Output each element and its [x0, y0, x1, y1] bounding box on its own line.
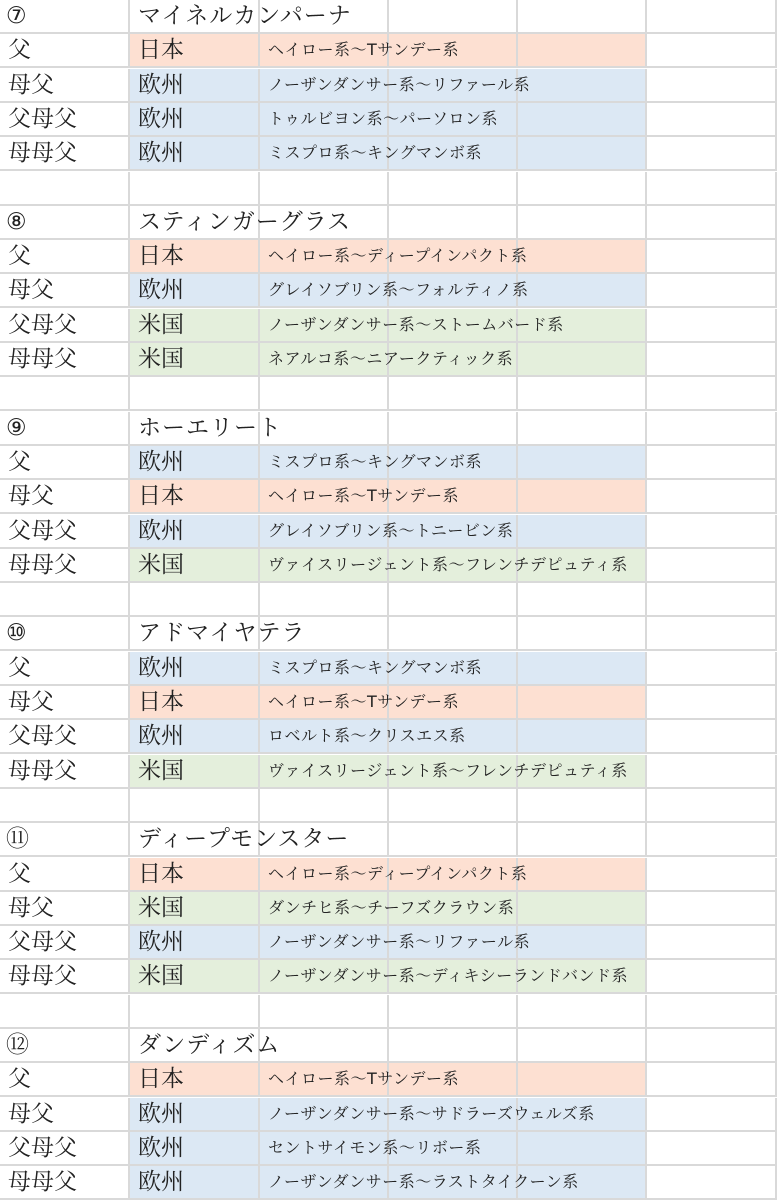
grid-cell[interactable] [260, 172, 389, 206]
grid-cell[interactable] [518, 686, 647, 720]
sire-line-text: ノーザンダンサー系〜ストームバード系 [268, 314, 564, 334]
grid-cell[interactable] [518, 1132, 647, 1166]
blank-row [0, 377, 777, 411]
region-label: 欧州 [138, 517, 184, 544]
sire-line-text: ノーザンダンサー系〜リファール系 [268, 932, 531, 952]
pedigree-row [0, 446, 777, 480]
grid-cell[interactable] [647, 412, 777, 446]
grid-cell[interactable] [647, 0, 777, 34]
region-label: 日本 [138, 1066, 184, 1093]
horse-header-row [0, 823, 777, 857]
grid-cell[interactable] [0, 377, 130, 411]
grid-cell[interactable] [647, 1098, 777, 1132]
grid-cell[interactable] [647, 652, 777, 686]
grid-cell[interactable] [518, 652, 647, 686]
horse-name: ダンディズム [138, 1032, 281, 1058]
pedigree-row [0, 309, 777, 343]
grid-cell[interactable] [518, 1063, 647, 1097]
grid-cell[interactable] [0, 583, 130, 617]
pedigree-row [0, 480, 777, 514]
sire-line-text: ロベルト系〜クリスエス系 [268, 726, 466, 746]
grid-cell[interactable] [518, 823, 647, 857]
pedigree-row [0, 926, 777, 960]
relation-label: 父母父 [8, 311, 77, 338]
pedigree-row [0, 1098, 777, 1132]
relation-label: 父母父 [8, 723, 77, 750]
sire-line-text: ノーザンダンサー系〜サドラーズウェルズ系 [268, 1103, 595, 1123]
relation-label: 母母父 [8, 551, 77, 578]
region-label: 米国 [138, 963, 184, 990]
pedigree-row [0, 960, 777, 994]
grid-cell[interactable] [647, 617, 777, 651]
grid-cell[interactable] [260, 377, 389, 411]
sire-line-text: ミスプロ系〜キングマンボ系 [268, 143, 483, 163]
grid-cell[interactable] [130, 377, 260, 411]
relation-label: 父母父 [8, 105, 77, 132]
grid-cell[interactable] [647, 1166, 777, 1200]
relation-label: 母母父 [8, 346, 77, 372]
relation-label: 父母父 [8, 1134, 77, 1161]
grid-cell[interactable] [389, 377, 518, 411]
sire-line-text: ノーザンダンサー系〜ディキシーランドバンド系 [268, 966, 628, 986]
relation-label: 父母父 [8, 517, 77, 544]
relation-label: 母父 [8, 277, 54, 304]
grid-cell[interactable] [647, 858, 777, 892]
pedigree-row [0, 274, 777, 308]
grid-cell[interactable] [647, 446, 777, 480]
blank-row [0, 789, 777, 823]
grid-cell[interactable] [260, 995, 389, 1029]
relation-label: 母母父 [8, 757, 77, 784]
horse-number: ⑧ [6, 208, 27, 235]
relation-label: 母父 [8, 71, 54, 98]
grid-cell[interactable] [518, 69, 647, 103]
sire-line-text: セントサイモン系〜リボー系 [268, 1137, 482, 1157]
region-label: 欧州 [138, 140, 184, 167]
grid-cell[interactable] [130, 583, 260, 617]
grid-cell[interactable] [518, 720, 647, 754]
grid-cell[interactable] [518, 412, 647, 446]
sire-line-text: ヘイロー系〜ディープインパクト系 [268, 246, 528, 266]
region-label: 欧州 [138, 1100, 184, 1127]
grid-cell[interactable] [518, 617, 647, 651]
pedigree-row [0, 1166, 777, 1200]
grid-cell[interactable] [0, 995, 130, 1029]
relation-label: 父 [8, 37, 31, 64]
grid-cell[interactable] [647, 823, 777, 857]
relation-label: 父 [8, 860, 31, 887]
grid-cell[interactable] [647, 240, 777, 274]
grid-cell[interactable] [647, 1063, 777, 1097]
horse-header-row [0, 412, 777, 446]
pedigree-row [0, 240, 777, 274]
grid-cell[interactable] [647, 137, 777, 171]
pedigree-row [0, 137, 777, 171]
region-label: 欧州 [138, 1134, 184, 1161]
sire-line-text: グレイソブリン系〜フォルティノ系 [268, 280, 529, 300]
sire-line-text: トゥルビヨン系〜パーソロン系 [268, 108, 498, 128]
sire-line-text: グレイソブリン系〜トニービン系 [268, 520, 514, 540]
relation-label: 母母父 [8, 1169, 77, 1196]
horse-name: スティンガーグラス [138, 208, 352, 235]
grid-cell[interactable] [647, 34, 777, 68]
grid-cell[interactable] [518, 377, 647, 411]
region-label: 欧州 [138, 71, 184, 98]
grid-cell[interactable] [130, 789, 260, 823]
grid-cell[interactable] [647, 69, 777, 103]
grid-cell[interactable] [518, 172, 647, 206]
horse-name: ホーエリート [138, 414, 282, 441]
horse-number: ⑦ [6, 3, 27, 29]
region-label: 日本 [138, 243, 184, 270]
blank-row [0, 583, 777, 617]
pedigree-row [0, 103, 777, 137]
pedigree-row [0, 549, 777, 583]
grid-cell[interactable] [0, 789, 130, 823]
grid-cell[interactable] [647, 892, 777, 926]
region-label: 米国 [138, 551, 184, 578]
pedigree-row [0, 858, 777, 892]
region-label: 欧州 [138, 448, 184, 475]
grid-cell[interactable] [130, 172, 260, 206]
grid-cell[interactable] [647, 960, 777, 994]
region-label: 欧州 [138, 929, 184, 956]
relation-label: 父母父 [8, 929, 77, 956]
grid-cell[interactable] [647, 377, 777, 411]
grid-cell[interactable] [647, 789, 777, 823]
region-label: 欧州 [138, 277, 184, 304]
region-label: 米国 [138, 346, 184, 372]
pedigree-row [0, 1063, 777, 1097]
grid-cell[interactable] [518, 1029, 647, 1063]
pedigree-row [0, 755, 777, 789]
grid-cell[interactable] [518, 206, 647, 240]
sire-line-text: ヴァイスリージェント系〜フレンチデピュティ系 [268, 554, 628, 574]
grid-cell[interactable] [389, 412, 518, 446]
grid-cell[interactable] [260, 789, 389, 823]
grid-cell[interactable] [518, 583, 647, 617]
grid-cell[interactable] [518, 926, 647, 960]
horse-header-row [0, 617, 777, 651]
pedigree-row [0, 69, 777, 103]
horse-number: ⑨ [6, 414, 27, 441]
grid-cell[interactable] [647, 1029, 777, 1063]
sire-line-text: ノーザンダンサー系〜リファール系 [268, 74, 531, 94]
horse-name: アドマイヤテラ [138, 620, 306, 647]
grid-cell[interactable] [647, 343, 777, 377]
region-label: 米国 [138, 311, 184, 338]
grid-cell[interactable] [389, 583, 518, 617]
sire-line-text: ネアルコ系〜ニアークティック系 [268, 349, 514, 368]
grid-cell[interactable] [518, 515, 647, 549]
horse-number: ⑪ [6, 826, 29, 853]
pedigree-row [0, 652, 777, 686]
grid-cell[interactable] [647, 686, 777, 720]
region-label: 日本 [138, 689, 184, 715]
sire-line-text: ヘイロー系〜Tサンデー系 [268, 486, 459, 506]
grid-cell[interactable] [518, 343, 647, 377]
relation-label: 母父 [8, 1100, 54, 1127]
grid-cell[interactable] [260, 583, 389, 617]
relation-label: 父 [8, 1066, 31, 1093]
grid-cell[interactable] [647, 549, 777, 583]
grid-cell[interactable] [389, 0, 518, 34]
grid-cell[interactable] [647, 274, 777, 308]
region-label: 欧州 [138, 1169, 184, 1196]
relation-label: 母父 [8, 483, 54, 510]
grid-cell[interactable] [647, 309, 777, 343]
horse-header-row [0, 206, 777, 240]
region-label: 日本 [138, 860, 184, 887]
pedigree-row [0, 1132, 777, 1166]
region-label: 欧州 [138, 723, 184, 750]
grid-cell[interactable] [518, 995, 647, 1029]
horse-number: ⑩ [6, 620, 27, 647]
sire-line-text: ヘイロー系〜ディープインパクト系 [268, 863, 528, 883]
sire-line-text: ダンチヒ系〜チーフズクラウン系 [268, 897, 515, 917]
sire-line-text: ミスプロ系〜キングマンボ系 [268, 451, 483, 471]
blank-row [0, 172, 777, 206]
horse-header-row [0, 0, 777, 34]
pedigree-row [0, 720, 777, 754]
grid-cell[interactable] [389, 823, 518, 857]
relation-label: 母父 [8, 894, 54, 921]
grid-cell[interactable] [130, 995, 260, 1029]
sire-line-text: ヘイロー系〜Tサンデー系 [268, 40, 459, 60]
pedigree-row [0, 892, 777, 926]
sire-line-text: ヘイロー系〜Tサンデー系 [268, 692, 459, 711]
grid-cell[interactable] [647, 995, 777, 1029]
region-label: 米国 [138, 757, 184, 784]
grid-cell[interactable] [389, 995, 518, 1029]
grid-cell[interactable] [647, 755, 777, 789]
grid-cell[interactable] [518, 103, 647, 137]
grid-cell[interactable] [389, 1029, 518, 1063]
grid-cell[interactable] [518, 858, 647, 892]
relation-label: 父 [8, 654, 31, 681]
grid-cell[interactable] [518, 240, 647, 274]
grid-cell[interactable] [518, 34, 647, 68]
grid-cell[interactable] [647, 103, 777, 137]
region-label: 欧州 [138, 654, 184, 681]
relation-label: 母父 [8, 689, 54, 715]
region-label: 米国 [138, 894, 184, 921]
grid-cell[interactable] [518, 0, 647, 34]
grid-cell[interactable] [647, 1132, 777, 1166]
pedigree-row [0, 343, 777, 377]
grid-cell[interactable] [389, 206, 518, 240]
sire-line-text: ヴァイスリージェント系〜フレンチデピュティ系 [268, 760, 628, 780]
region-label: 日本 [138, 483, 184, 510]
grid-cell[interactable] [518, 137, 647, 171]
relation-label: 母母父 [8, 963, 77, 990]
sire-line-text: ミスプロ系〜キングマンボ系 [268, 657, 483, 677]
horse-header-row [0, 1029, 777, 1063]
grid-cell[interactable] [0, 172, 130, 206]
grid-cell[interactable] [518, 480, 647, 514]
pedigree-row [0, 515, 777, 549]
horse-number: ⑫ [6, 1032, 29, 1058]
blank-row [0, 995, 777, 1029]
pedigree-row [0, 34, 777, 68]
grid-cell[interactable] [389, 617, 518, 651]
grid-cell[interactable] [389, 172, 518, 206]
grid-cell[interactable] [518, 274, 647, 308]
grid-cell[interactable] [518, 789, 647, 823]
grid-cell[interactable] [518, 446, 647, 480]
grid-cell[interactable] [518, 892, 647, 926]
grid-cell[interactable] [389, 789, 518, 823]
grid-cell[interactable] [647, 515, 777, 549]
pedigree-row [0, 686, 777, 720]
region-label: 日本 [138, 37, 184, 64]
horse-name: マイネルカンパーナ [138, 3, 352, 29]
relation-label: 父 [8, 448, 31, 475]
relation-label: 母母父 [8, 140, 77, 167]
sire-line-text: ノーザンダンサー系〜ラストタイクーン系 [268, 1172, 579, 1192]
grid-cell[interactable] [647, 172, 777, 206]
region-label: 欧州 [138, 105, 184, 132]
sire-line-text: ヘイロー系〜Tサンデー系 [268, 1069, 459, 1089]
grid-cell[interactable] [647, 583, 777, 617]
horse-name: ディープモンスター [138, 826, 350, 853]
relation-label: 父 [8, 243, 31, 270]
grid-cell[interactable] [647, 480, 777, 514]
grid-cell[interactable] [647, 926, 777, 960]
grid-cell[interactable] [647, 206, 777, 240]
grid-cell[interactable] [647, 720, 777, 754]
